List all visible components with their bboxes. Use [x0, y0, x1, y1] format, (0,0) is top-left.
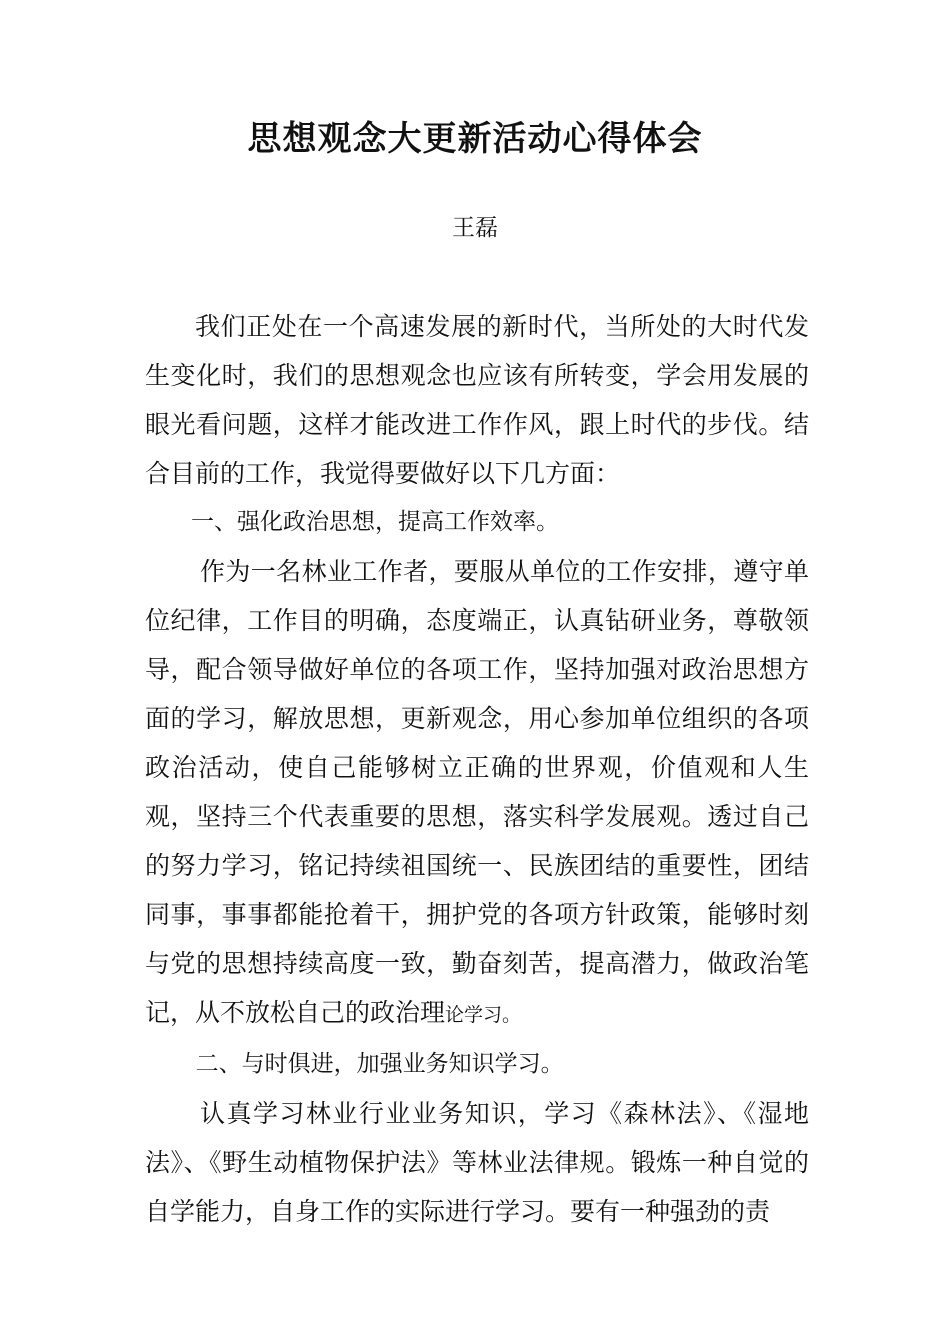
- section-2-heading: 二、与时俱进，加强业务知识学习。: [195, 1051, 564, 1077]
- section-2-paragraph: 认真学习林业行业业务知识，学习《森林法》、《湿地法》、《野生动植物保护法》等林业法律规。锻炼一种自觉的自学能力，自身工作的实际进行学习。要有一种强劲的责: [145, 1099, 809, 1226]
- intro-paragraph: 我们正处在一个高速发展的新时代，当所处的大时代发生变化时，我们的思想观念也应该有所转变，学会用发展的眼光看问题，这样才能改进工作作风，跟上时代的步伐。结合目前的工作，我觉得要做好以下几方面：: [145, 312, 809, 488]
- document-title: 思想观念大更新活动心得体会: [247, 119, 703, 159]
- section-1-body-text: 作为一名林业工作者，要服从单位的工作安排，遵守单位纪律，工作目的明确，态度端正，认真钻研业务，尊敬领导，配合领导做好单位的各项工作，坚持加强对政治思想方面的学习，解放思想，更新观念，用心参加单位组织的各项政治活动，使自己能够树立正确的世界观，价值观和人生观，坚持三个代表重要的思想，落实科学发展观。透过自己的努力学习，铭记持续祖国统一、民族团结的重要性，团结同事，事事都能抢着干，拥护党的各项方针政策，能够时刻与党的思想持续高度一致，勤奋刻苦，提高潜力，做政治笔记，从不放松自己的政治理: [145, 557, 809, 1027]
- section-1-heading: 一、强化政治思想，提高工作效率。: [191, 509, 559, 535]
- section-1-paragraph: [145, 547, 809, 1040]
- section-1-tail-text: 论学习。: [445, 1004, 522, 1026]
- document-author: 王磊: [452, 215, 498, 241]
- document-body: [145, 302, 809, 1236]
